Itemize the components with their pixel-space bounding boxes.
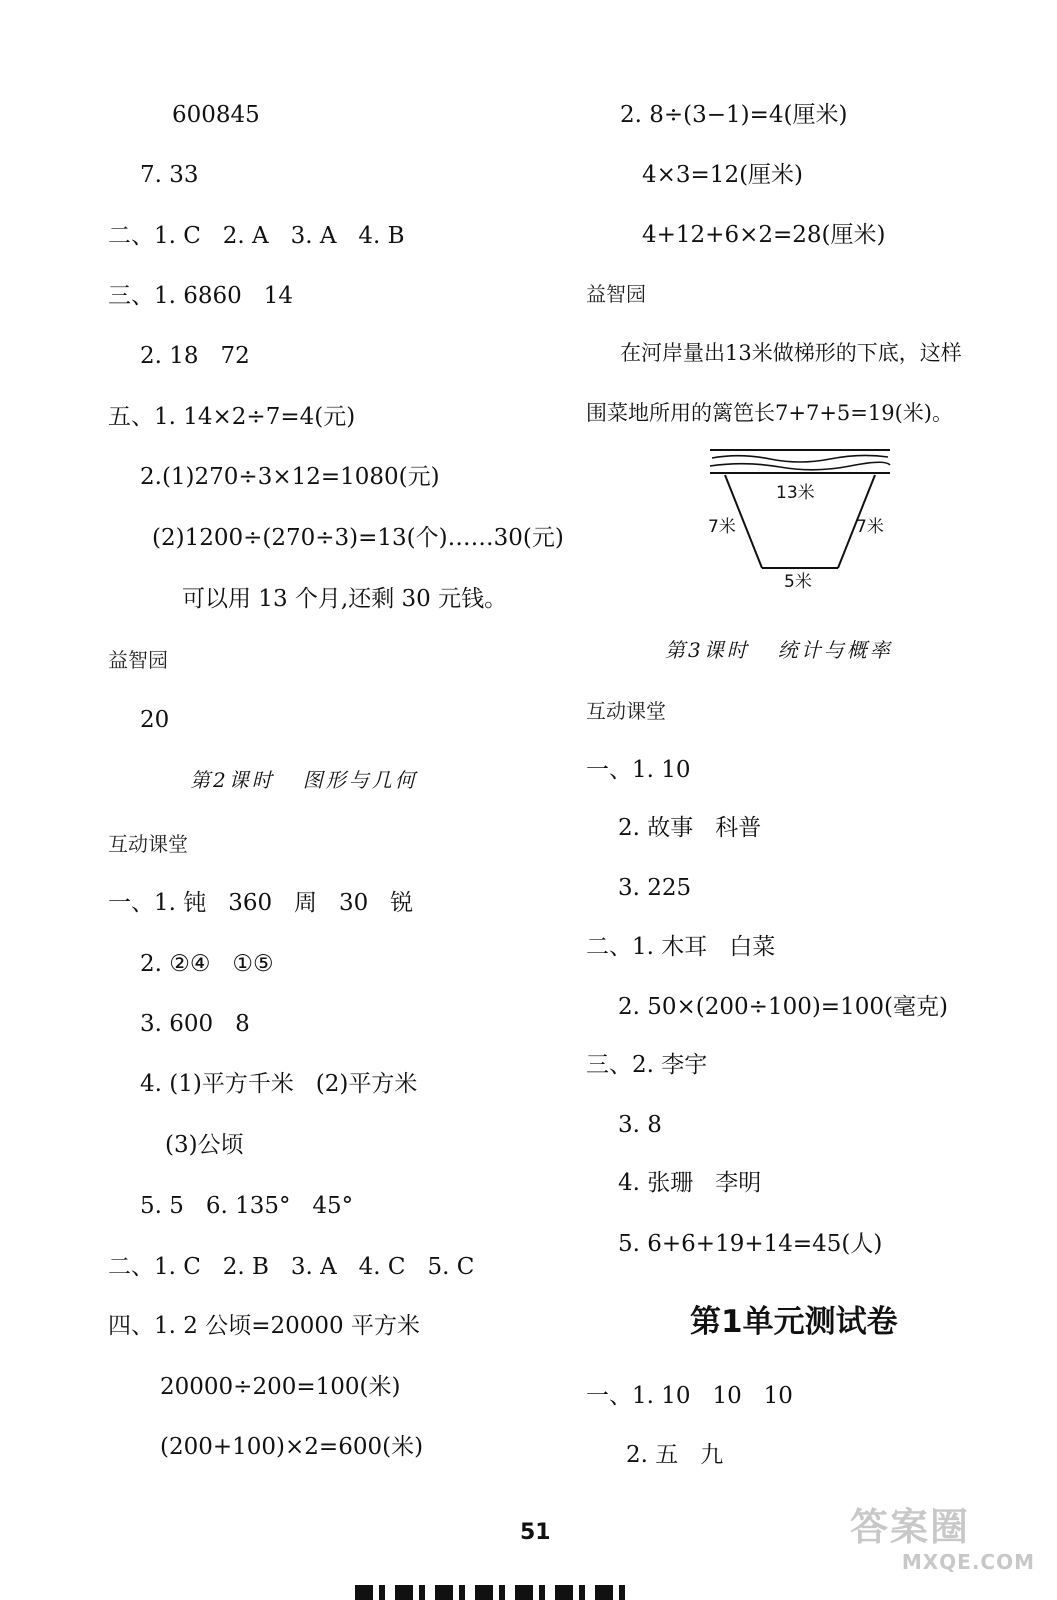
answer-line: 五、1. 14×2÷7=4(元) bbox=[108, 404, 356, 430]
watermark-text: 答案圈 bbox=[850, 1505, 971, 1549]
answer-line: 2. 18 72 bbox=[140, 343, 250, 369]
top-base-label: 13米 bbox=[776, 483, 815, 503]
answer-line: 4+12+6×2=28(厘米) bbox=[642, 222, 886, 248]
answer-line: 2. 五 九 bbox=[626, 1442, 724, 1468]
answer-line: 2.(1)270÷3×12=1080(元) bbox=[140, 464, 440, 490]
watermark-logo bbox=[850, 1505, 1035, 1585]
answer-line: 三、1. 6860 14 bbox=[108, 283, 293, 309]
watermark-url: MXQE.COM bbox=[901, 1550, 1035, 1574]
answer-line: 20000÷200=100(米) bbox=[160, 1374, 401, 1400]
lesson-title: 第2课时 图形与几何 bbox=[190, 768, 418, 792]
answer-line: 二、1. 木耳 白菜 bbox=[586, 934, 776, 960]
answer-line: 可以用 13 个月,还剩 30 元钱。 bbox=[182, 586, 508, 612]
bottom-base-label: 5米 bbox=[784, 572, 812, 592]
answer-line: 3. 600 8 bbox=[140, 1011, 250, 1037]
answer-line: 一、1. 钝 360 周 30 锐 bbox=[108, 890, 414, 916]
trapezoid-diagram bbox=[700, 440, 900, 600]
answer-line: 3. 225 bbox=[618, 875, 692, 901]
answer-line: 二、1. C 2. A 3. A 4. B bbox=[108, 223, 405, 249]
answer-line: 7. 33 bbox=[140, 162, 199, 188]
right-side-label: 7米 bbox=[856, 517, 884, 537]
unit-test-title: 第1单元测试卷 bbox=[690, 1304, 898, 1340]
answer-line: 5. 6+6+19+14=45(人) bbox=[618, 1231, 883, 1257]
answer-line: 2. ②④ ①⑤ bbox=[140, 951, 274, 977]
answer-line: 600845 bbox=[172, 102, 260, 128]
section-heading: 益智园 bbox=[108, 648, 168, 672]
answer-line: 2. 故事 科普 bbox=[618, 815, 762, 841]
bottom-barcode-strip bbox=[355, 1585, 635, 1600]
answer-line: 4. (1)平方千米 (2)平方米 bbox=[140, 1071, 418, 1097]
answer-line: 一、1. 10 10 10 bbox=[586, 1383, 793, 1409]
section-heading: 互动课堂 bbox=[586, 699, 666, 723]
section-heading: 互动课堂 bbox=[108, 832, 188, 856]
answer-line: 一、1. 10 bbox=[586, 757, 691, 783]
answer-line: 4×3=12(厘米) bbox=[642, 162, 804, 188]
answer-line: 5. 5 6. 135° 45° bbox=[140, 1193, 354, 1219]
answer-line: 围菜地所用的篱笆长7+7+5=19(米)。 bbox=[586, 401, 953, 425]
answer-line: 2. 8÷(3−1)=4(厘米) bbox=[620, 102, 848, 128]
answer-line: 四、1. 2 公顷=20000 平方米 bbox=[108, 1313, 420, 1339]
answer-line: 3. 8 bbox=[618, 1112, 662, 1138]
answer-line: (2)1200÷(270÷3)=13(个)……30(元) bbox=[152, 525, 564, 551]
river-wave bbox=[712, 455, 888, 462]
lesson-title: 第3课时 统计与概率 bbox=[665, 638, 893, 662]
answer-line: 在河岸量出13米做梯形的下底，这样 bbox=[620, 341, 962, 365]
answer-line: (200+100)×2=600(米) bbox=[160, 1434, 424, 1460]
left-side-label: 7米 bbox=[708, 517, 736, 537]
answer-line: 20 bbox=[140, 707, 170, 733]
section-heading: 益智园 bbox=[586, 282, 646, 306]
answer-line: 2. 50×(200÷100)=100(毫克) bbox=[618, 994, 948, 1020]
answer-line: 三、2. 李宇 bbox=[586, 1052, 708, 1078]
page-number: 51 bbox=[520, 1520, 551, 1545]
answer-line: (3)公顷 bbox=[165, 1132, 244, 1158]
answer-line: 二、1. C 2. B 3. A 4. C 5. C bbox=[108, 1254, 475, 1280]
answer-line: 4. 张珊 李明 bbox=[618, 1170, 762, 1196]
river-wave bbox=[710, 462, 890, 470]
